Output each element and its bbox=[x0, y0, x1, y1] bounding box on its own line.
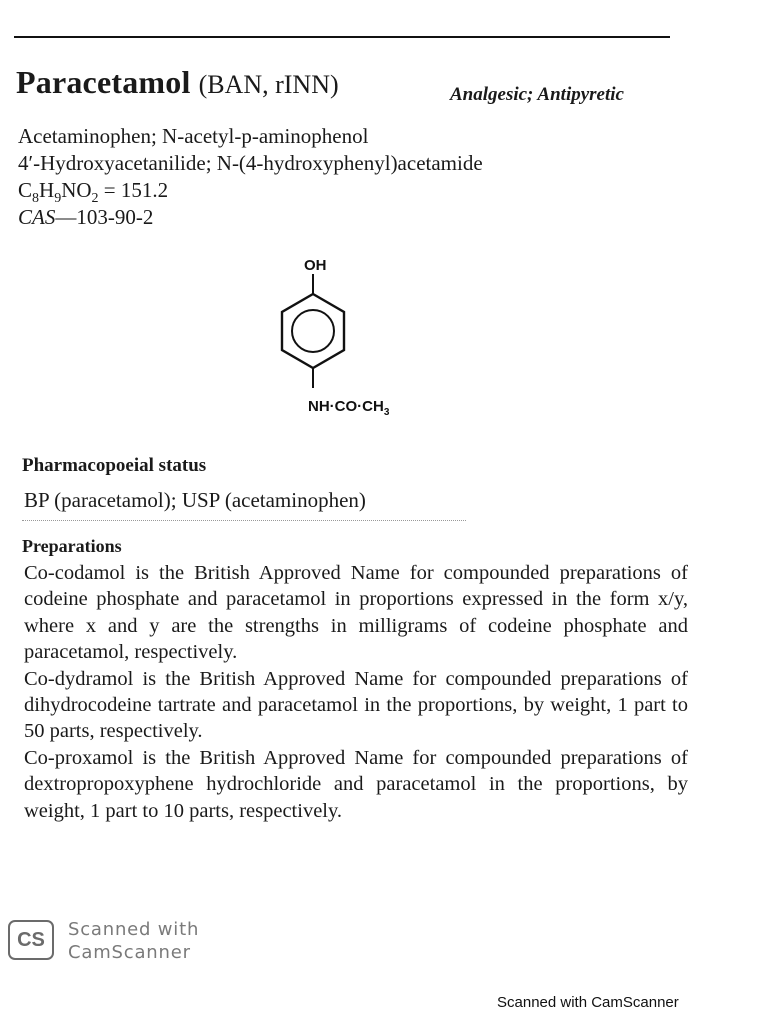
preparations-body bbox=[24, 560, 688, 824]
chemical-structure bbox=[260, 250, 440, 430]
co-dydramol-paragraph: Co-dydramol is the British Approved Name for compounded preparations of dihydrocodeine tartrate and paracetamol in the proportions, by weight, 1 part to 50 parts, respectively. bbox=[24, 667, 688, 743]
cas-number: CAS—103-90-2 bbox=[18, 205, 154, 229]
section-divider bbox=[22, 520, 466, 522]
hydroxyl-label: OH bbox=[304, 257, 327, 274]
co-proxamol-paragraph: Co-proxamol is the British Approved Name for compounded preparations of dextropropoxyphene hydrochloride and paracetamol in the proportions, by weight, 1 part to 10 parts, respectively. bbox=[24, 746, 688, 822]
camscanner-logo: CS bbox=[8, 920, 54, 960]
preparations-heading: Preparations bbox=[22, 536, 122, 556]
synonym-line-1: Acetaminophen; N-acetyl-p-aminophenol bbox=[18, 124, 369, 148]
pharmacopoeial-status: BP (paracetamol); USP (acetaminophen) bbox=[24, 488, 366, 512]
watermark-line-2: CamScanner bbox=[68, 942, 191, 963]
camscanner-watermark bbox=[68, 918, 199, 964]
watermark-line-1: Scanned with bbox=[68, 919, 200, 940]
aromatic-circle bbox=[292, 310, 334, 352]
name-qualifiers: (BAN, rINN) bbox=[198, 70, 339, 99]
top-rule bbox=[14, 36, 670, 38]
acetamido-label: $NH\cdot CO\cdot CH_3$ bbox=[308, 398, 390, 418]
co-codamol-paragraph: Co-codamol is the British Approved Name for compounded preparations of codeine phosphate and paracetamol in proportions expressed in the form x/y, where x and y are the strengths in milligrams of codeine phosphate and paracetamol, respectively. bbox=[24, 562, 688, 664]
pharmacopoeial-heading: Pharmacopoeial status bbox=[22, 455, 207, 476]
synonym-line-2: 4′-Hydroxyacetanilide; N-(4-hydroxyphenyl)acetamide bbox=[18, 151, 483, 175]
therapeutic-category: Analgesic; Antipyretic bbox=[450, 84, 624, 105]
drug-name: Paracetamol bbox=[16, 64, 191, 100]
molecular-formula: $C_8H_9NO_2 = 151.2$ bbox=[18, 178, 169, 207]
footer-caption: Scanned with CamScanner bbox=[497, 994, 679, 1011]
